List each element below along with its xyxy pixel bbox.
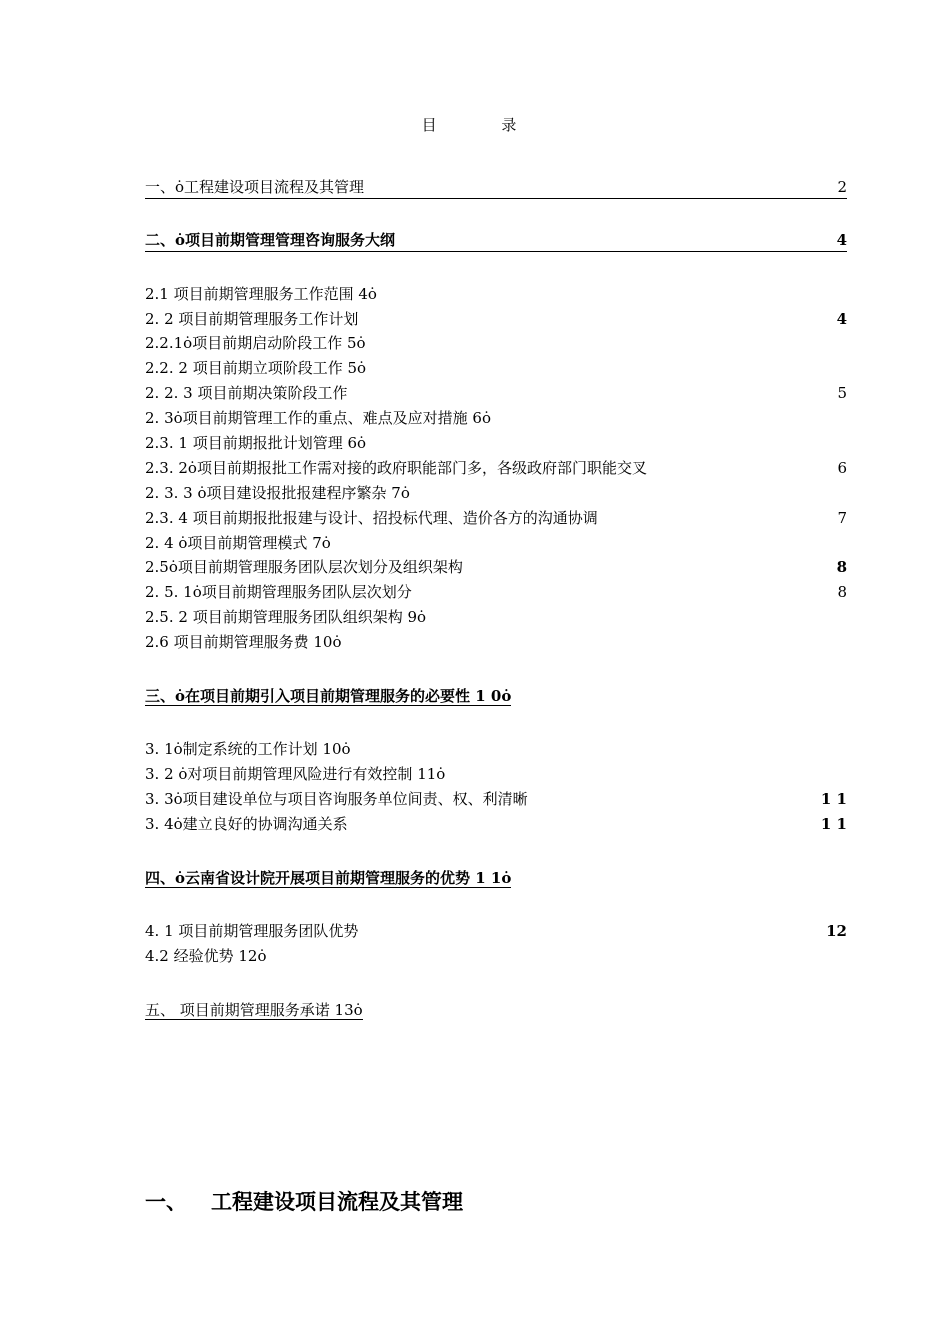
toc-entry-page: 6	[837, 459, 847, 477]
toc-entry-text: 2. 2. 3 项目前期决策阶段工作	[145, 384, 348, 402]
toc-entry[interactable]	[145, 606, 847, 628]
toc-entry[interactable]	[145, 507, 847, 529]
toc-entry-text: 2.3. 4 项目前期报批报建与设计、招投标代理、造价各方的沟通协调	[145, 509, 598, 527]
toc-entry[interactable]	[145, 945, 847, 967]
toc-entry-page: 8	[836, 558, 847, 576]
section-heading-title: 工程建设项目流程及其管理	[211, 1189, 463, 1214]
toc-entry[interactable]	[145, 920, 847, 942]
toc-entry-text: 2.1 项目前期管理服务工作范围 4ȯ	[145, 285, 377, 303]
toc-entry[interactable]	[145, 332, 847, 354]
toc-entry-page: 4	[836, 310, 847, 328]
toc-entry[interactable]	[145, 738, 847, 760]
toc-entry-text: 四、ȯ云南省设计院开展项目前期管理服务的优势 1 1ȯ	[145, 869, 512, 887]
toc-entry-text: 五、 项目前期管理服务承诺 13ȯ	[145, 1001, 363, 1019]
toc-entry-text: 2.3. 1 项目前期报批计划管理 6ȯ	[145, 434, 367, 452]
toc-title: 目 录	[421, 116, 547, 134]
toc-entry-text: 2.3. 2ȯ项目前期报批工作需对接的政府职能部门多，各级政府部门职能交叉	[145, 459, 647, 477]
toc-entry[interactable]	[145, 407, 847, 429]
toc-entry-text: 3. 1ȯ制定系统的工作计划 10ȯ	[145, 740, 351, 758]
toc-entry[interactable]	[145, 432, 847, 454]
toc-entry-page: 8	[837, 583, 847, 601]
toc-entry[interactable]	[145, 999, 363, 1021]
toc-entry[interactable]	[145, 813, 847, 835]
toc-entry-text: 2. 3. 3 ȯ项目建设报批报建程序繁杂 7ȯ	[145, 484, 410, 502]
toc-entry-text: 4.2 经验优势 12ȯ	[145, 947, 267, 965]
toc-entry-text: 2. 5. 1ȯ项目前期管理服务团队层次划分	[145, 583, 412, 601]
toc-entry[interactable]	[145, 229, 847, 252]
toc-entry-page: 1 1	[820, 790, 847, 808]
toc-entry[interactable]	[145, 556, 847, 578]
toc-entry-text: 2.6 项目前期管理服务费 10ȯ	[145, 633, 342, 651]
toc-entry[interactable]	[145, 457, 847, 479]
toc-entry[interactable]	[145, 283, 847, 305]
toc-entry-text: 3. 4ȯ建立良好的协调沟通关系	[145, 815, 348, 833]
toc-entry-page: 12	[826, 922, 847, 940]
toc-entry-text: 4. 1 项目前期管理服务团队优势	[145, 922, 359, 940]
section-heading	[145, 1186, 463, 1216]
toc-entry[interactable]	[145, 631, 847, 653]
toc-entry-text: 3. 3ȯ项目建设单位与项目咨询服务单位间责、权、利清晰	[145, 790, 528, 808]
toc-entry-page: 2	[837, 178, 847, 196]
toc-entry-page: 7	[837, 509, 847, 527]
toc-entry-text: 二、ȯ项目前期管理管理咨询服务大纲	[145, 231, 396, 249]
toc-entry[interactable]	[145, 532, 847, 554]
toc-entry-text: 2.5. 2 项目前期管理服务团队组织架构 9ȯ	[145, 608, 427, 626]
toc-entry[interactable]	[145, 581, 847, 603]
toc-entry-page: 1 1	[820, 815, 847, 833]
toc-entry-text: 2.2. 2 项目前期立项阶段工作 5ȯ	[145, 359, 367, 377]
section-heading-number: 一、	[145, 1189, 187, 1214]
toc-entry[interactable]	[145, 763, 847, 785]
toc-entry[interactable]	[145, 357, 847, 379]
toc-entry-text: 三、ȯ在项目前期引入项目前期管理服务的必要性 1 0ȯ	[145, 687, 512, 705]
toc-entry-text: 一、ȯ工程建设项目流程及其管理	[145, 178, 365, 196]
toc-entry[interactable]	[145, 308, 847, 330]
toc-entry-text: 2.2.1ȯ项目前期启动阶段工作 5ȯ	[145, 334, 366, 352]
toc-entry-text: 2. 2 项目前期管理服务工作计划	[145, 310, 359, 328]
toc-entry[interactable]	[145, 867, 511, 889]
toc-entry-text: 2. 3ȯ项目前期管理工作的重点、难点及应对措施 6ȯ	[145, 409, 491, 427]
toc-entry-text: 2. 4 ȯ项目前期管理模式 7ȯ	[145, 534, 331, 552]
toc-entry[interactable]	[145, 176, 847, 199]
toc-entry[interactable]	[145, 482, 847, 504]
toc-entry[interactable]	[145, 788, 847, 810]
toc-entry-page: 4	[836, 231, 847, 249]
toc-entry-text: 2.5ȯ项目前期管理服务团队层次划分及组织架构	[145, 558, 463, 576]
toc-entry[interactable]	[145, 685, 511, 707]
toc-entry-page: 5	[837, 384, 847, 402]
toc-entry-text: 3. 2 ȯ对项目前期管理风险进行有效控制 11ȯ	[145, 765, 446, 783]
toc-entry[interactable]	[145, 382, 847, 404]
